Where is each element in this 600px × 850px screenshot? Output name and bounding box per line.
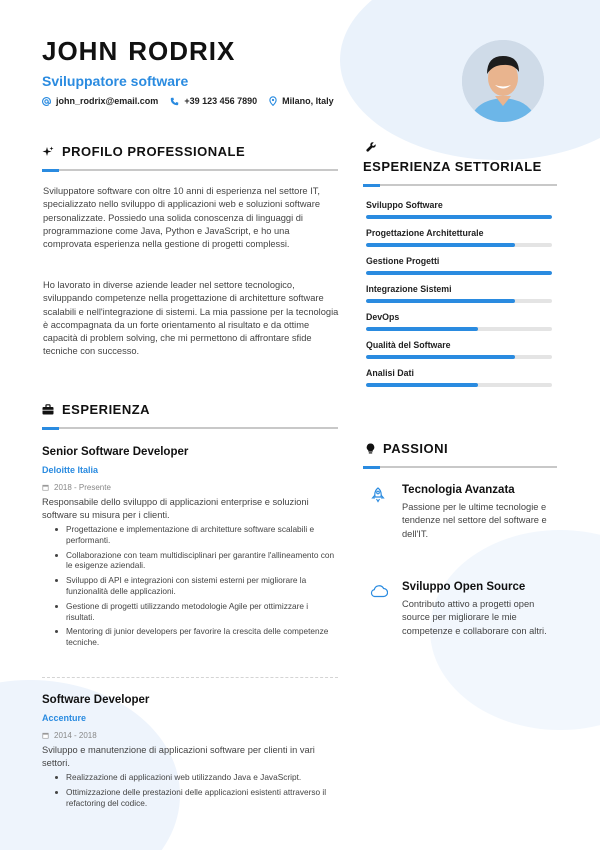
- skill-label: Qualità del Software: [366, 340, 451, 350]
- skill-bar: [366, 327, 552, 331]
- passion-item: [370, 484, 556, 541]
- job-entry: [42, 446, 338, 652]
- job-bullet: Sviluppo di API e integrazioni con sistemi esterni per migliorare la funzionalità delle applicazioni.: [54, 575, 338, 597]
- experience-heading-text: ESPERIENZA: [62, 402, 151, 417]
- skill-item: [366, 312, 552, 340]
- skill-bar: [366, 271, 552, 275]
- job-bullet: Realizzazione di applicazioni web utilizzando Java e JavaScript.: [54, 772, 338, 783]
- skill-level-fill: [366, 327, 478, 331]
- contact-phone: [170, 96, 257, 106]
- section-divider: [42, 169, 338, 171]
- skills-list: [366, 200, 552, 396]
- skills-heading-icon-row: [366, 142, 384, 152]
- passion-description: Contributo attivo a progetti open source per migliorare le mie competenze e collaborare con altri.: [402, 599, 547, 636]
- section-divider: [363, 466, 557, 468]
- wrench-icon: [366, 142, 376, 152]
- full-name: [42, 36, 245, 67]
- skill-level-fill: [366, 355, 515, 359]
- rocket-icon: [370, 487, 386, 503]
- cloud-icon: [370, 584, 388, 598]
- profile-paragraph-2: Ho lavorato in diverse aziende leader nel settore tecnologico, sviluppando competenze nella progettazione di architetture software scalabili e nell'integrazione di sistemi. La mia passione per la tecnologia è accompagnata da un forte orientamento al risultato e da ottime capacità di problem solving, che mi permettono di affrontare sfide tecniche con successo.: [43, 280, 339, 357]
- job-separator: [42, 677, 338, 678]
- contact-bar: [42, 96, 346, 106]
- passion-item: [370, 581, 556, 638]
- profile-heading-text: PROFILO PROFESSIONALE: [62, 144, 246, 159]
- job-bullets: [42, 772, 338, 808]
- skill-bar: [366, 355, 552, 359]
- experience-heading: [42, 402, 150, 417]
- first-name: JOHN: [42, 36, 119, 66]
- job-dates: [42, 483, 338, 492]
- passion-description: Passione per le ultime tecnologie e tendenze nel settore del software e dell'IT.: [402, 502, 547, 539]
- at-icon: [42, 97, 51, 106]
- skill-label: Progettazione Architetturale: [366, 228, 484, 238]
- section-divider: [363, 184, 557, 186]
- contact-location: [269, 96, 334, 106]
- skill-item: [366, 256, 552, 284]
- location-text: Milano, Italy: [282, 96, 334, 106]
- email-text: john_rodrix@email.com: [56, 96, 159, 106]
- skill-level-fill: [366, 383, 478, 387]
- job-dates: [42, 731, 338, 740]
- job-bullet: Ottimizzazione delle prestazioni delle applicazioni esistenti attraverso il refactoring del codice.: [54, 787, 338, 809]
- last-name: RODRIX: [128, 36, 236, 66]
- skill-item: [366, 284, 552, 312]
- skill-label: DevOps: [366, 312, 400, 322]
- contact-email: [42, 96, 158, 106]
- calendar-icon: [42, 732, 49, 739]
- skill-item: [366, 228, 552, 256]
- skill-level-fill: [366, 215, 552, 219]
- job-bullets: [42, 524, 338, 648]
- passions-heading: [366, 441, 448, 456]
- lightbulb-icon: [366, 443, 375, 454]
- job-company: Accenture: [42, 713, 87, 723]
- job-dates-text: 2014 - 2018: [54, 731, 97, 740]
- job-role: Senior Software Developer: [42, 446, 189, 458]
- skill-label: Sviluppo Software: [366, 200, 443, 210]
- job-bullet: Progettazione e implementazione di architetture software scalabili e performanti.: [54, 524, 338, 546]
- passions-heading-text: PASSIONI: [383, 441, 449, 456]
- skills-heading-text: ESPERIENZA SETTORIALE: [363, 159, 542, 174]
- briefcase-icon: [42, 404, 54, 415]
- skill-label: Analisi Dati: [366, 368, 414, 378]
- job-dates-text: 2018 - Presente: [54, 483, 111, 492]
- profile-paragraph-1: Sviluppatore software con oltre 10 anni di esperienza nel settore IT, specializzato nello sviluppo di applicazioni web e soluzioni software personalizzate. Possiedo una solida conoscenza di linguaggi di programmazione come Java, Python e JavaScript, e ho una comprovata esperienza nella gestione di progetti complessi.: [43, 186, 320, 250]
- job-title: Sviluppatore software: [42, 73, 189, 89]
- phone-icon: [170, 97, 179, 106]
- skill-label: Gestione Progetti: [366, 256, 440, 266]
- location-pin-icon: [269, 96, 277, 106]
- job-bullet: Collaborazione con team multidisciplinari per garantire l'allineamento con le esigenze aziendali.: [54, 550, 338, 572]
- profile-heading: [42, 144, 245, 159]
- job-description: Responsabile dello sviluppo di applicazioni enterprise e soluzioni software su misura per i clienti.: [42, 497, 309, 520]
- skill-level-fill: [366, 299, 515, 303]
- job-company: Deloitte Italia: [42, 465, 99, 475]
- phone-text: +39 123 456 7890: [184, 96, 258, 106]
- skill-label: Integrazione Sistemi: [366, 284, 452, 294]
- job-description: Sviluppo e manutenzione di applicazioni software per clienti in vari settori.: [42, 745, 315, 768]
- skill-bar: [366, 383, 552, 387]
- skill-bar: [366, 299, 552, 303]
- skill-item: [366, 368, 552, 396]
- job-role: Software Developer: [42, 694, 150, 706]
- calendar-icon: [42, 484, 49, 491]
- profile-photo: [462, 40, 544, 122]
- skill-level-fill: [366, 271, 552, 275]
- section-divider: [42, 427, 338, 429]
- skill-item: [366, 340, 552, 368]
- skill-level-fill: [366, 243, 515, 247]
- skills-heading: [363, 159, 542, 174]
- sparkle-icon: [42, 146, 54, 158]
- job-bullet: Gestione di progetti utilizzando metodologie Agile per ottimizzare i risultati.: [54, 601, 338, 623]
- passion-title: Sviluppo Open Source: [402, 581, 526, 593]
- passion-title: Tecnologia Avanzata: [402, 484, 515, 496]
- skill-bar: [366, 243, 552, 247]
- job-bullet: Mentoring di junior developers per favorire la crescita delle competenze tecniche.: [54, 626, 338, 648]
- skill-bar: [366, 215, 552, 219]
- job-entry: [42, 694, 338, 812]
- skill-item: [366, 200, 552, 228]
